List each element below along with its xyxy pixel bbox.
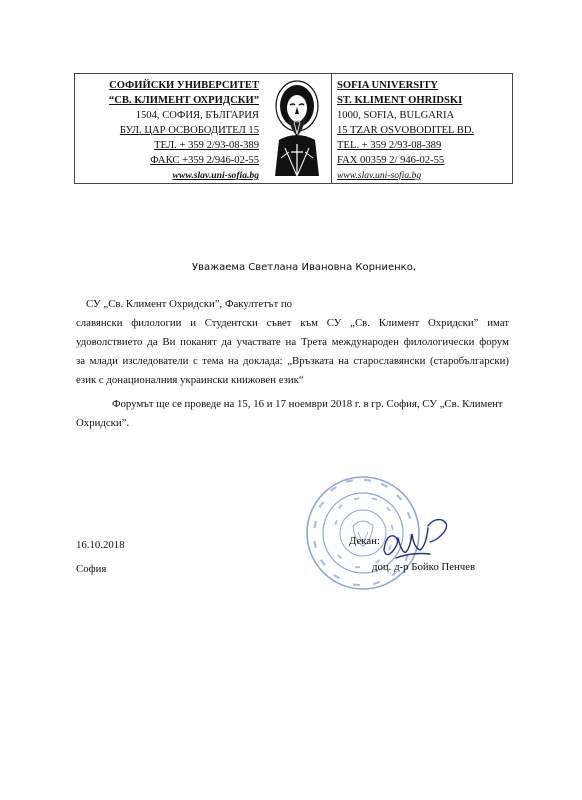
paragraph-1-line-5: език с донационалния украински книжовен език“ [76,374,304,386]
street-en: 15 TZAR OSVOBODITEL BD. [337,125,475,136]
university-name-en: SOFIA UNIVERSITY [337,80,438,91]
paragraph-1-line-1: СУ „Св. Климент Охридски”, Факултетът по [86,298,293,310]
university-name2-en: ST. KLIMENT OHRIDSKI [337,95,463,106]
fax-bg: ФАКС +359 2/946-02-55 [150,155,259,166]
street-bg: БУЛ. ЦАР ОСВОБОДИТЕЛ 15 [119,125,259,136]
paragraph-1-line-4: за млади изследователи с тема на доклада: „Връзката на старославянски (старобългарски) [76,355,509,367]
paragraph-2-line-2: Охридски”. [76,417,130,429]
letterhead [74,73,513,184]
website-en[interactable]: www.slav.uni-sofia.bg [337,170,422,181]
handwritten-signature [378,514,456,570]
paragraph-2-line-1: Форумът ще се проведе на 15, 16 и 17 ноември 2018 г. в гр. София, СУ „Св. Климент [112,398,503,410]
university-name-bg: СОФИЙСКИ УНИВЕРСИТЕТ [109,80,259,91]
paragraph-1-line-3: удоволствието да Ви поканят да участвате на Трета международен филологически форум [76,336,509,348]
university-name2-bg: “СВ. КЛИМЕНТ ОХРИДСКИ” [108,95,259,106]
website-bg[interactable]: www.slav.uni-sofia.bg [172,170,259,181]
tel-bg: ТЕЛ. + 359 2/93-08-389 [154,140,259,151]
city-bg: 1504, СОФИЯ, БЪЛГАРИЯ [135,110,259,121]
fax-en: FAX 00359 2/ 946-02-55 [337,155,445,166]
letter-date: 16.10.2018 [76,539,125,551]
letter-city: София [76,563,107,575]
greeting: Уважаема Светлана Ивановна Корниенко, [192,262,416,273]
letterhead-bulgarian [75,74,263,183]
tel-en: TEL. + 359 2/93-08-389 [337,140,442,151]
signatory-name: доц. д-р Бойко Пенчев [372,561,476,573]
dean-label: Декан: [349,535,380,547]
university-crest-icon [271,78,323,182]
city-en: 1000, SOFIA, BULGARIA [337,110,455,121]
letterhead-english [331,74,512,183]
paragraph-1-line-2: славянски филологии и Студентски съвет към СУ „Св. Климент Охридски” имат [76,317,509,329]
